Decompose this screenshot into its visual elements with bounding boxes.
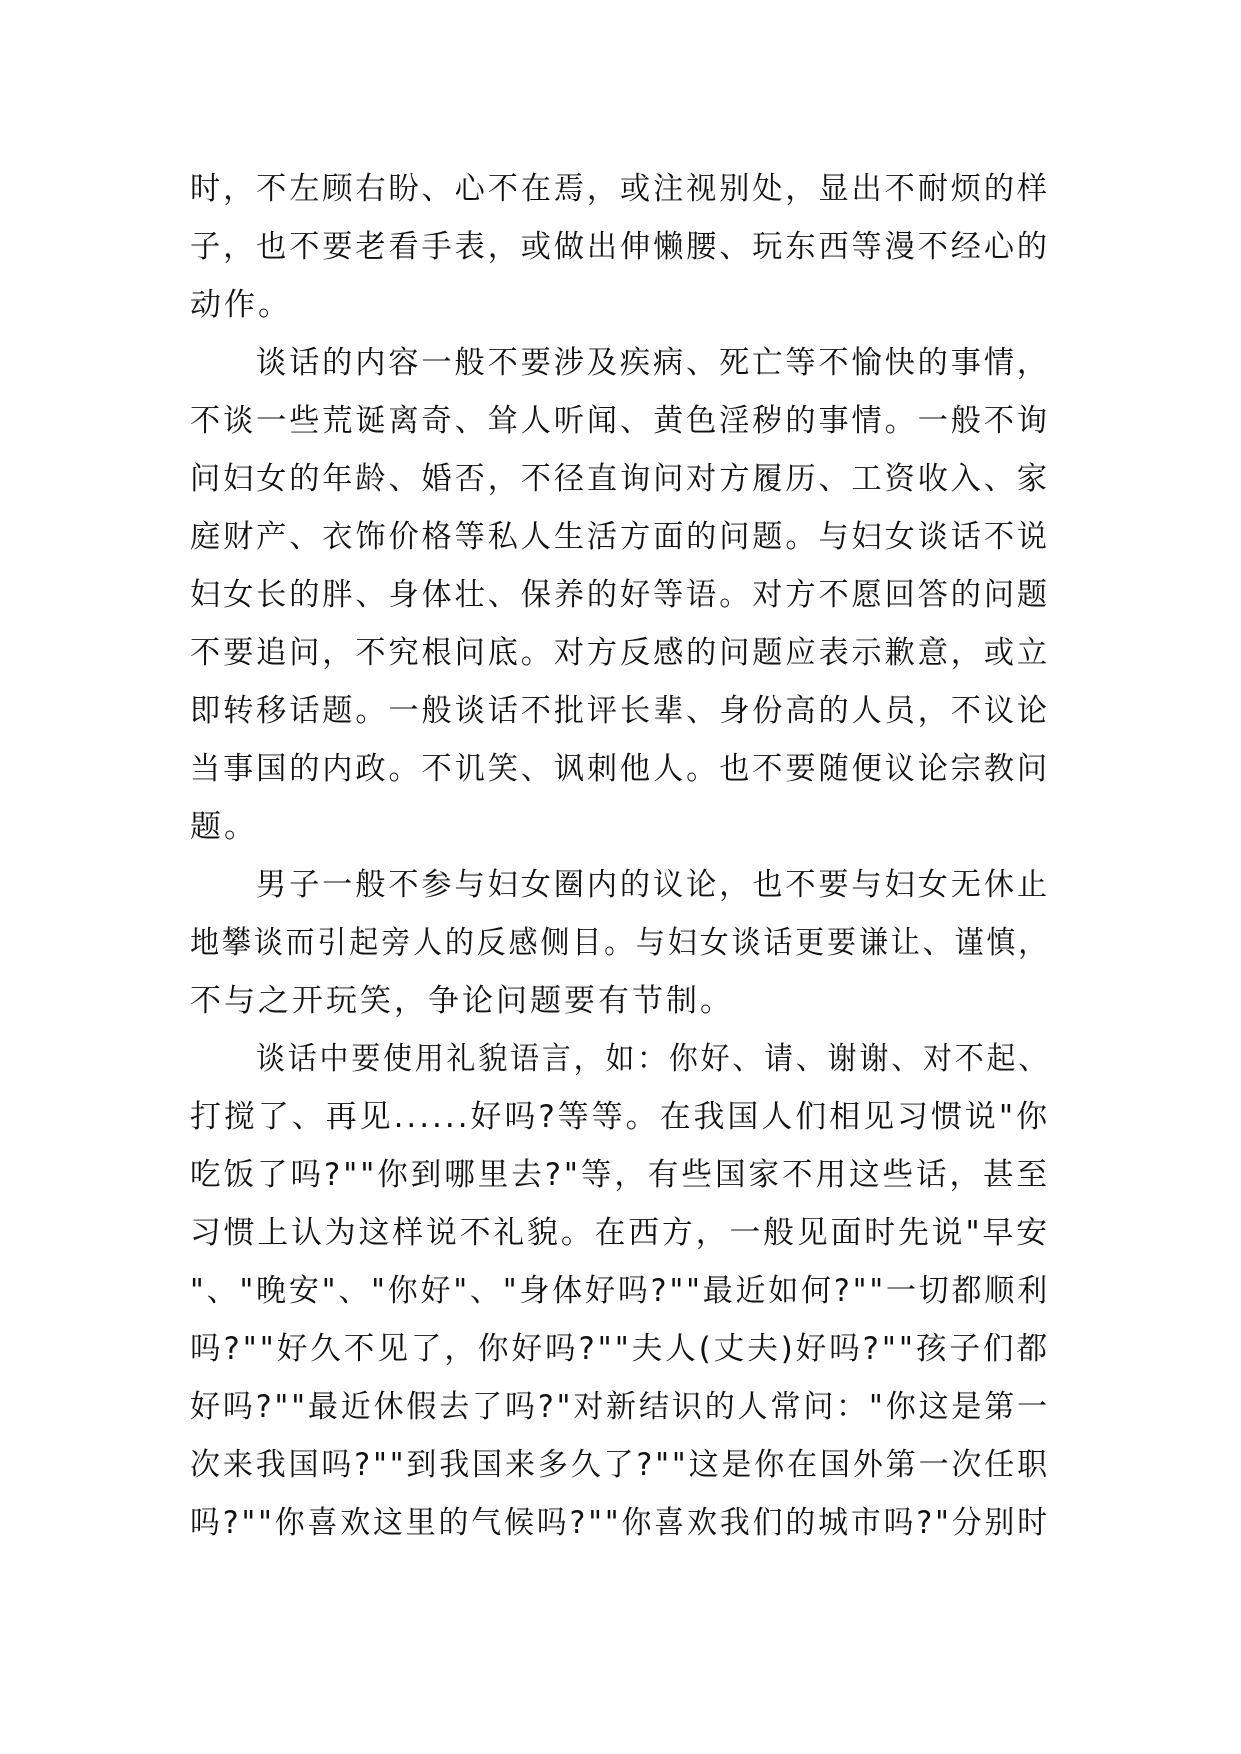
text-line: 谈话的内容一般不要涉及疾病、死亡等不愉快的事情， xyxy=(256,345,1050,381)
body-text xyxy=(190,160,1050,1552)
text-line: 子，也不要老看手表，或做出伸懒腰、玩东西等漫不经心的 xyxy=(190,229,1050,265)
text-line: 地攀谈而引起旁人的反感侧目。与妇女谈话更要谦让、谨慎， xyxy=(190,925,1050,961)
text-line: "、"晚安"、"你好"、"身体好吗?""最近如何?""一切都顺利 xyxy=(190,1273,1050,1309)
text-line: 吃饭了吗?""你到哪里去?"等，有些国家不用这些话，甚至 xyxy=(190,1157,1050,1193)
text-line: 即转移话题。一般谈话不批评长辈、身份高的人员，不议论 xyxy=(190,693,1050,729)
text-line: 不谈一些荒诞离奇、耸人听闻、黄色淫秽的事情。一般不询 xyxy=(190,403,1050,439)
text-line: 题。 xyxy=(190,809,258,845)
text-line: 问妇女的年龄、婚否，不径直询问对方履历、工资收入、家 xyxy=(190,461,1050,497)
text-line: 不要追问，不究根问底。对方反感的问题应表示歉意，或立 xyxy=(190,635,1050,671)
text-line: 时，不左顾右盼、心不在焉，或注视别处，显出不耐烦的样 xyxy=(190,171,1050,207)
text-line: 次来我国吗?""到我国来多久了?""这是你在国外第一次任职 xyxy=(190,1447,1050,1483)
text-line: 吗?""好久不见了，你好吗?""夫人(丈夫)好吗?""孩子们都 xyxy=(190,1331,1050,1367)
text-line: 庭财产、衣饰价格等私人生活方面的问题。与妇女谈话不说 xyxy=(190,519,1050,555)
text-line: 不与之开玩笑，争论问题要有节制。 xyxy=(190,983,734,1019)
text-line: 好吗?""最近休假去了吗?"对新结识的人常问："你这是第一 xyxy=(190,1389,1050,1425)
text-line: 习惯上认为这样说不礼貌。在西方，一般见面时先说"早安 xyxy=(190,1215,1050,1251)
text-line: 妇女长的胖、身体壮、保养的好等语。对方不愿回答的问题 xyxy=(190,577,1050,613)
text-line: 吗?""你喜欢这里的气候吗?""你喜欢我们的城市吗?"分别时 xyxy=(190,1505,1050,1541)
text-line: 谈话中要使用礼貌语言，如：你好、请、谢谢、对不起、 xyxy=(256,1041,1050,1077)
text-line: 动作。 xyxy=(190,287,292,323)
text-line: 当事国的内政。不讥笑、讽刺他人。也不要随便议论宗教问 xyxy=(190,751,1050,787)
text-line: 男子一般不参与妇女圈内的议论，也不要与妇女无休止 xyxy=(256,867,1050,903)
text-line: 打搅了、再见......好吗?等等。在我国人们相见习惯说"你 xyxy=(190,1099,1050,1135)
